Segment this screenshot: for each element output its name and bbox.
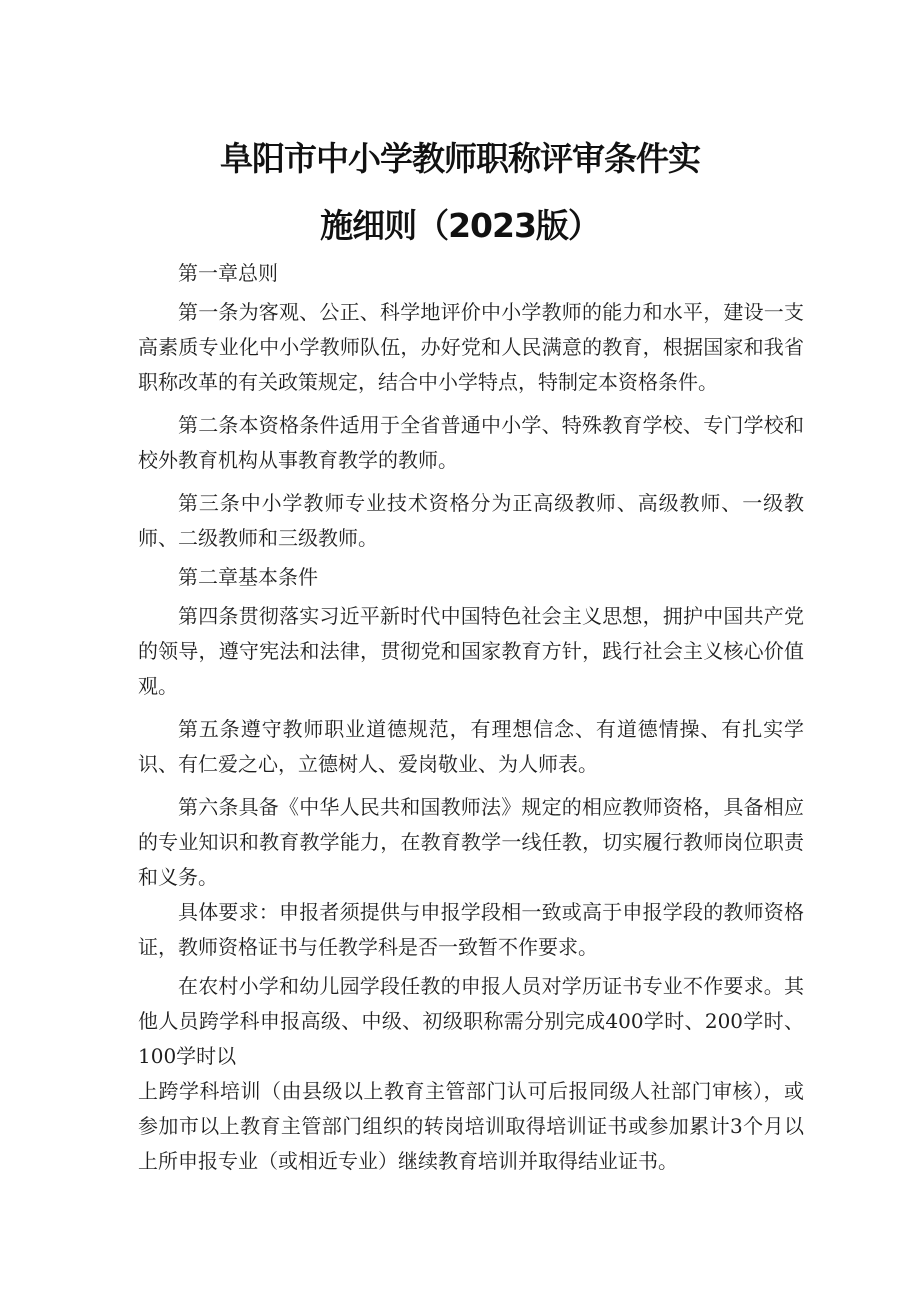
chapter-2-heading: 第二章基本条件 (178, 565, 318, 589)
article-3: 第三条中小学教师专业技术资格分为正高级教师、高级教师、一级教师、二级教师和三级教师。 (138, 491, 804, 550)
article-1: 第一条为客观、公正、科学地评价中小学教师的能力和水平，建设一支高素质专业化中小学教师队伍，办好党和人民满意的教育，根据国家和我省职称改革的有关政策规定，结合中小学特点，特制定本资格条件。 (138, 300, 804, 394)
document-title-line-1: 阜阳市中小学教师职称评审条件实 (220, 139, 700, 178)
cross-discipline-training-paragraph: 上跨学科培训（由县级以上教育主管部门认可后报同级人社部门审核），或参加市以上教育主管部门组织的转岗培训取得培训证书或参加累计3个月以上所申报专业（或相近专业）继续教育培训并取得结业证书。 (138, 1079, 804, 1173)
rural-teachers-paragraph: 在农村小学和幼儿园学段任教的申报人员对学历证书专业不作要求。其他人员跨学科申报高级、中级、初级职称需分别完成400学时、200学时、100学时以 (138, 974, 804, 1068)
chapter-1-heading: 第一章总则 (178, 261, 278, 285)
article-6: 第六条具备《中华人民共和国教师法》规定的相应教师资格，具备相应的专业知识和教育教学能力，在教育教学一线任教，切实履行教师岗位职责和义务。 (138, 795, 804, 889)
specific-requirements: 具体要求：申报者须提供与申报学段相一致或高于申报学段的教师资格证，教师资格证书与任教学科是否一致暂不作要求。 (138, 900, 804, 959)
article-2: 第二条本资格条件适用于全省普通中小学、特殊教育学校、专门学校和校外教育机构从事教育教学的教师。 (138, 413, 804, 472)
article-5: 第五条遵守教师职业道德规范，有理想信念、有道德情操、有扎实学识、有仁爱之心，立德树人、爱岗敬业、为人师表。 (138, 717, 804, 776)
document-body (138, 252, 804, 1179)
article-4: 第四条贯彻落实习近平新时代中国特色社会主义思想，拥护中国共产党的领导，遵守宪法和法律，贯彻党和国家教育方针，践行社会主义核心价值观。 (138, 604, 804, 698)
document-title-line-2: 施细则（2023版） (320, 206, 600, 245)
